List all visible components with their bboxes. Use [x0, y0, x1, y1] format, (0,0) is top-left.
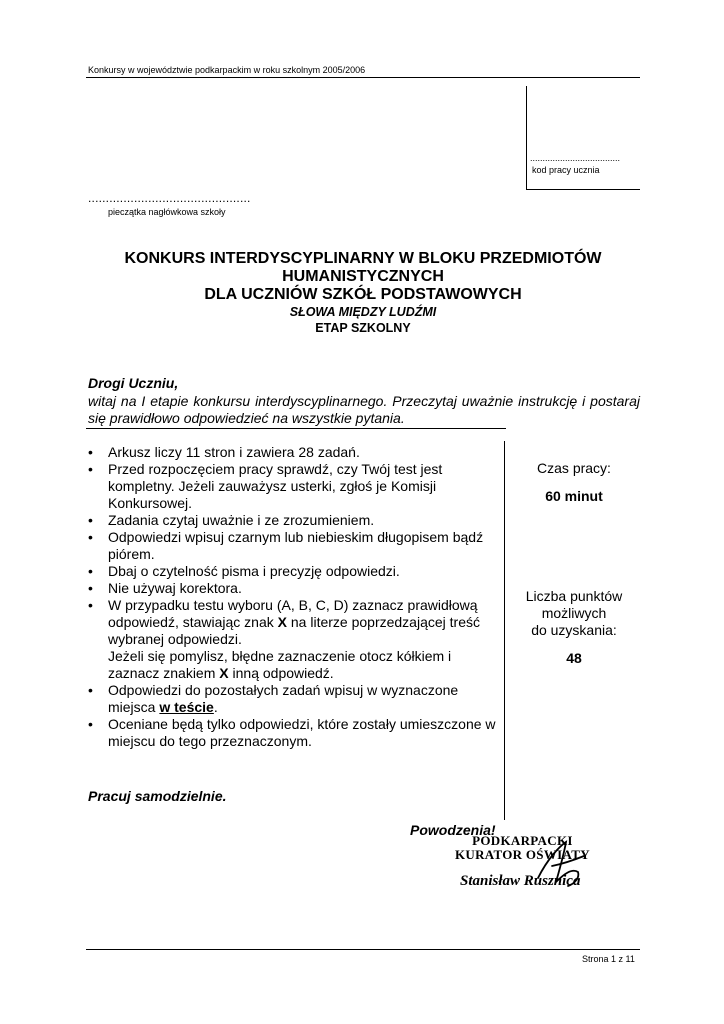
- points-value: 48: [566, 650, 582, 666]
- bullet-icon: •: [88, 461, 93, 477]
- list-item: [88, 512, 502, 529]
- mark-symbol: X: [277, 614, 287, 630]
- header-divider: [86, 77, 640, 78]
- instruction-text: W przypadku testu wyboru (A, B, C, D) zaznacz prawidłową odpowiedź, stawiając znak: [108, 597, 478, 630]
- school-stamp-label: pieczątka nagłówkowa szkoły: [108, 207, 226, 217]
- side-column-divider: [504, 441, 505, 820]
- instruction-text: Oceniane będą tylko odpowiedzi, które zostały umieszczone w miejscu do tego przeznaczonym.: [108, 716, 496, 749]
- instruction-text: Odpowiedzi wpisuj czarnym lub niebieskim długopisem bądź piórem.: [108, 529, 484, 562]
- student-code-field: ....................................: [530, 153, 621, 163]
- bullet-icon: •: [88, 580, 93, 596]
- time-value: 60 minut: [545, 488, 603, 504]
- list-item: [88, 444, 502, 461]
- page-number: Strona 1 z 11: [582, 954, 635, 964]
- instruction-text: Jeżeli się pomylisz, błędne zaznaczenie otocz kółkiem i zaznacz znakiem: [108, 648, 452, 681]
- list-item: [88, 682, 502, 716]
- instruction-text: na literze poprzedzającej treść wybranej odpowiedzi.: [108, 614, 480, 647]
- bullet-icon: •: [88, 563, 93, 579]
- signatory-name: Stanisław Rusznica: [460, 873, 581, 889]
- points-label: [508, 588, 640, 639]
- bullet-icon: •: [88, 512, 93, 528]
- instruction-text: Przed rozpoczęciem pracy sprawdź, czy Twój test jest kompletny. Jeżeli zauważysz usterki, zgłoś je Komisji Konkursowej.: [108, 461, 443, 511]
- code-box-border-bottom: [526, 189, 640, 190]
- instruction-text: Dbaj o czytelność pisma i precyzję odpowiedzi.: [108, 563, 400, 579]
- list-item: [88, 563, 502, 580]
- page-header-title: Konkursy w województwie podkarpackim w roku szkolnym 2005/2006: [88, 65, 366, 75]
- stamp-line: KURATOR OŚWIATY: [455, 847, 590, 862]
- list-item: [88, 580, 502, 597]
- greeting: Drogi Uczniu,: [88, 375, 179, 391]
- bullet-icon: •: [88, 682, 93, 698]
- bullet-icon: •: [88, 597, 93, 613]
- footer-divider: [86, 949, 640, 950]
- points-label-line: Liczba punktów: [525, 588, 623, 604]
- bullet-icon: •: [88, 444, 93, 460]
- list-item: [88, 529, 502, 563]
- bullet-icon: •: [88, 529, 93, 545]
- time-label: Czas pracy:: [537, 460, 611, 476]
- title-line-1: KONKURS INTERDYSCYPLINARNY W BLOKU PRZEDMIOTÓW: [124, 250, 602, 267]
- instructions-list: [88, 444, 502, 750]
- list-item: [88, 597, 502, 682]
- stage-name: ETAP SZKOLNY: [315, 321, 411, 335]
- title-line-3: DLA UCZNIÓW SZKÓŁ PODSTAWOWYCH: [204, 286, 522, 303]
- intro-paragraph: witaj na I etapie konkursu interdyscyplinarnego. Przeczytaj uważnie instrukcję i postaraj się prawidłowo odpowiedzieć na wszystkie pytania.: [88, 393, 640, 426]
- instruction-text: inną odpowiedź.: [228, 665, 334, 681]
- points-label-line: możliwych: [541, 605, 607, 621]
- list-item: [88, 716, 502, 750]
- bullet-icon: •: [88, 716, 93, 732]
- student-code-label: kod pracy ucznia: [532, 165, 600, 175]
- list-item: [88, 461, 502, 512]
- instruction-text: Arkusz liczy 11 stron i zawiera 28 zadań.: [108, 444, 360, 460]
- instruction-text: Odpowiedzi do pozostałych zadań wpisuj w wyznaczone miejsca: [108, 682, 459, 715]
- good-luck-note: Powodzenia!: [410, 822, 496, 838]
- title-block: [86, 250, 640, 336]
- points-label-line: do uzyskania:: [531, 622, 617, 638]
- competition-theme: SŁOWA MIĘDZY LUDŹMI: [289, 305, 437, 319]
- work-independently-note: Pracuj samodzielnie.: [88, 788, 227, 804]
- mark-symbol: X: [219, 665, 229, 681]
- instruction-text: .: [213, 699, 218, 715]
- instruction-text: Zadania czytaj uważnie i ze zrozumieniem.: [108, 512, 375, 528]
- code-box-border-left: [526, 86, 527, 190]
- instruction-correction: [108, 648, 502, 682]
- stamp-line: PODKARPACKI: [472, 833, 573, 848]
- instruction-text: Nie używaj korektora.: [108, 580, 242, 596]
- instructions-top-divider: [86, 428, 506, 429]
- school-stamp-field: ..............................................: [88, 191, 251, 205]
- title-line-2: HUMANISTYCZNYCH: [282, 268, 444, 285]
- emphasis-in-test: w teście: [159, 699, 214, 715]
